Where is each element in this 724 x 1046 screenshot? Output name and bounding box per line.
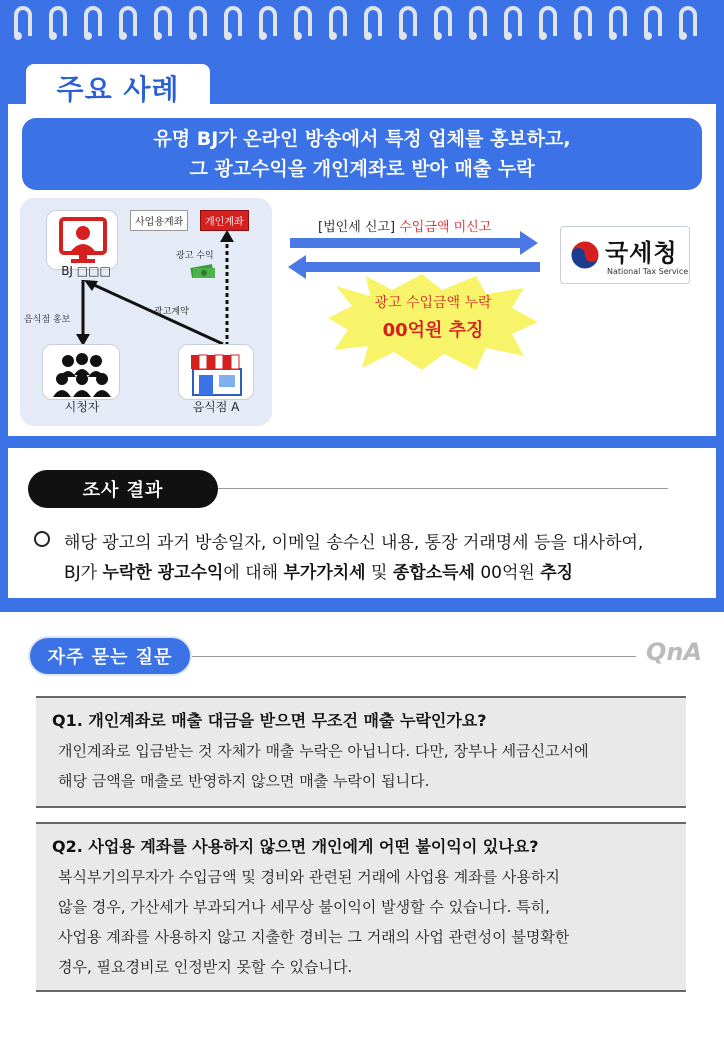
business-account-tag: 사업용계좌	[130, 210, 188, 231]
binder-ring-icon	[644, 6, 662, 36]
binder-ring-icon	[399, 6, 417, 36]
bj-node	[46, 210, 118, 270]
broadcaster-icon	[47, 211, 119, 271]
case-banner	[22, 118, 702, 190]
burst-line-2: 00억원 추징	[382, 320, 484, 341]
result-text-d: 부가가치세	[283, 563, 366, 583]
binder-ring-icon	[49, 6, 67, 36]
flow-diagram	[20, 198, 272, 426]
personal-account-tag: 개인계좌	[200, 210, 249, 231]
binder-ring-icon	[224, 6, 242, 36]
audit-arrow-left	[306, 262, 540, 272]
q1-answer	[58, 736, 589, 796]
ad-income-label: 광고 수익	[176, 251, 214, 261]
binder-ring-icon	[504, 6, 522, 36]
viewer-label: 시청자	[64, 400, 100, 414]
food-promo-arrow	[76, 278, 90, 348]
taegeuk-icon	[569, 239, 601, 271]
binder-ring-icon	[294, 6, 312, 36]
ad-contract-arrow	[78, 278, 228, 348]
result-line-1: 해당 광고의 과거 방송일자, 이메일 송수신 내용, 통장 거래명세 등을 대사하여,	[64, 533, 644, 553]
q2-answer-line: 않을 경우, 가산세가 부과되거나 세무상 불이익이 발생할 수 있습니다. 특히,	[58, 898, 550, 916]
store-icon	[179, 345, 255, 401]
binder-ring-icon	[14, 6, 32, 36]
bullet-circle-icon	[34, 531, 50, 547]
binder-ring-icon	[119, 6, 137, 36]
result-text-e: 및	[365, 563, 393, 583]
report-prefix: [법인세 신고]	[318, 220, 396, 235]
binder-ring-icon	[539, 6, 557, 36]
binder-rings	[14, 6, 714, 38]
restaurant-label: 음식점 A	[192, 400, 240, 414]
q1-answer-line: 해당 금액을 매출로 반영하지 않으면 매출 누락이 됩니다.	[58, 772, 430, 790]
q2-answer-line: 복식부기의무자가 수입금액 및 경비와 관련된 거래에 사업용 계좌를 사용하지	[58, 868, 560, 886]
food-promo-label: 음식점 홍보	[24, 315, 71, 325]
penalty-starburst	[326, 272, 540, 372]
report-arrow-right	[290, 238, 520, 248]
result-text-g: 00억원	[474, 563, 541, 583]
binder-ring-icon	[574, 6, 592, 36]
binder-ring-icon	[469, 6, 487, 36]
nts-english-name: National Tax Service	[607, 267, 689, 276]
nts-logo	[560, 226, 690, 284]
result-text-a: BJ가	[64, 563, 103, 583]
binder-ring-icon	[259, 6, 277, 36]
bj-label: BJ □□□	[61, 264, 111, 278]
result-text-b: 누락한 광고수익	[102, 563, 224, 583]
result-line-2	[64, 558, 573, 583]
burst-line-1: 광고 수입금액 누락	[374, 295, 492, 311]
faq-title: 자주 묻는 질문	[28, 636, 192, 676]
q2-answer	[58, 862, 569, 982]
binder-ring-icon	[679, 6, 697, 36]
binder-ring-icon	[434, 6, 452, 36]
binder-ring-icon	[609, 6, 627, 36]
banner-line-2: 그 광고수익을 개인계좌로 받아 매출 누락	[189, 158, 535, 180]
viewer-node	[42, 344, 120, 400]
nts-name: 국세청	[605, 239, 678, 267]
binder-ring-icon	[154, 6, 172, 36]
binder-ring-icon	[189, 6, 207, 36]
report-unreported: 수입금액 미신고	[399, 220, 492, 235]
restaurant-node	[178, 344, 254, 400]
ad-contract-label: 광고계약	[154, 307, 189, 317]
faq-divider	[192, 656, 636, 657]
q1-question: Q1. 개인계좌로 매출 대금을 받으면 무조건 매출 누락인가요?	[52, 711, 487, 730]
result-text-h: 추징	[540, 563, 574, 583]
q2-question: Q2. 사업용 계좌를 사용하지 않으면 개인에게 어떤 불이익이 있나요?	[52, 837, 539, 856]
tax-report-text	[318, 216, 491, 235]
case-tab-title: 주요 사례	[26, 64, 210, 112]
audience-icon	[43, 345, 121, 401]
result-divider	[218, 488, 668, 489]
q2-answer-line: 사업용 계좌를 사용하지 않고 지출한 경비는 그 거래의 사업 관련성이 불명확한	[58, 928, 570, 946]
q1-answer-line: 개인계좌로 입금받는 것 자체가 매출 누락은 아닙니다. 다만, 장부나 세금신고서에	[58, 742, 589, 760]
result-text-f: 종합소득세	[392, 563, 475, 583]
binder-ring-icon	[329, 6, 347, 36]
faq-q2	[36, 822, 686, 992]
qna-logo: QnA	[646, 638, 703, 666]
result-title: 조사 결과	[28, 470, 218, 508]
banner-line-1: 유명 BJ가 온라인 방송에서 특정 업체를 홍보하고,	[153, 128, 571, 150]
faq-q1	[36, 696, 686, 808]
binder-ring-icon	[84, 6, 102, 36]
binder-ring-icon	[364, 6, 382, 36]
result-text-c: 에 대해	[223, 563, 284, 583]
q2-answer-line: 경우, 필요경비로 인정받지 못할 수 있습니다.	[58, 958, 353, 976]
